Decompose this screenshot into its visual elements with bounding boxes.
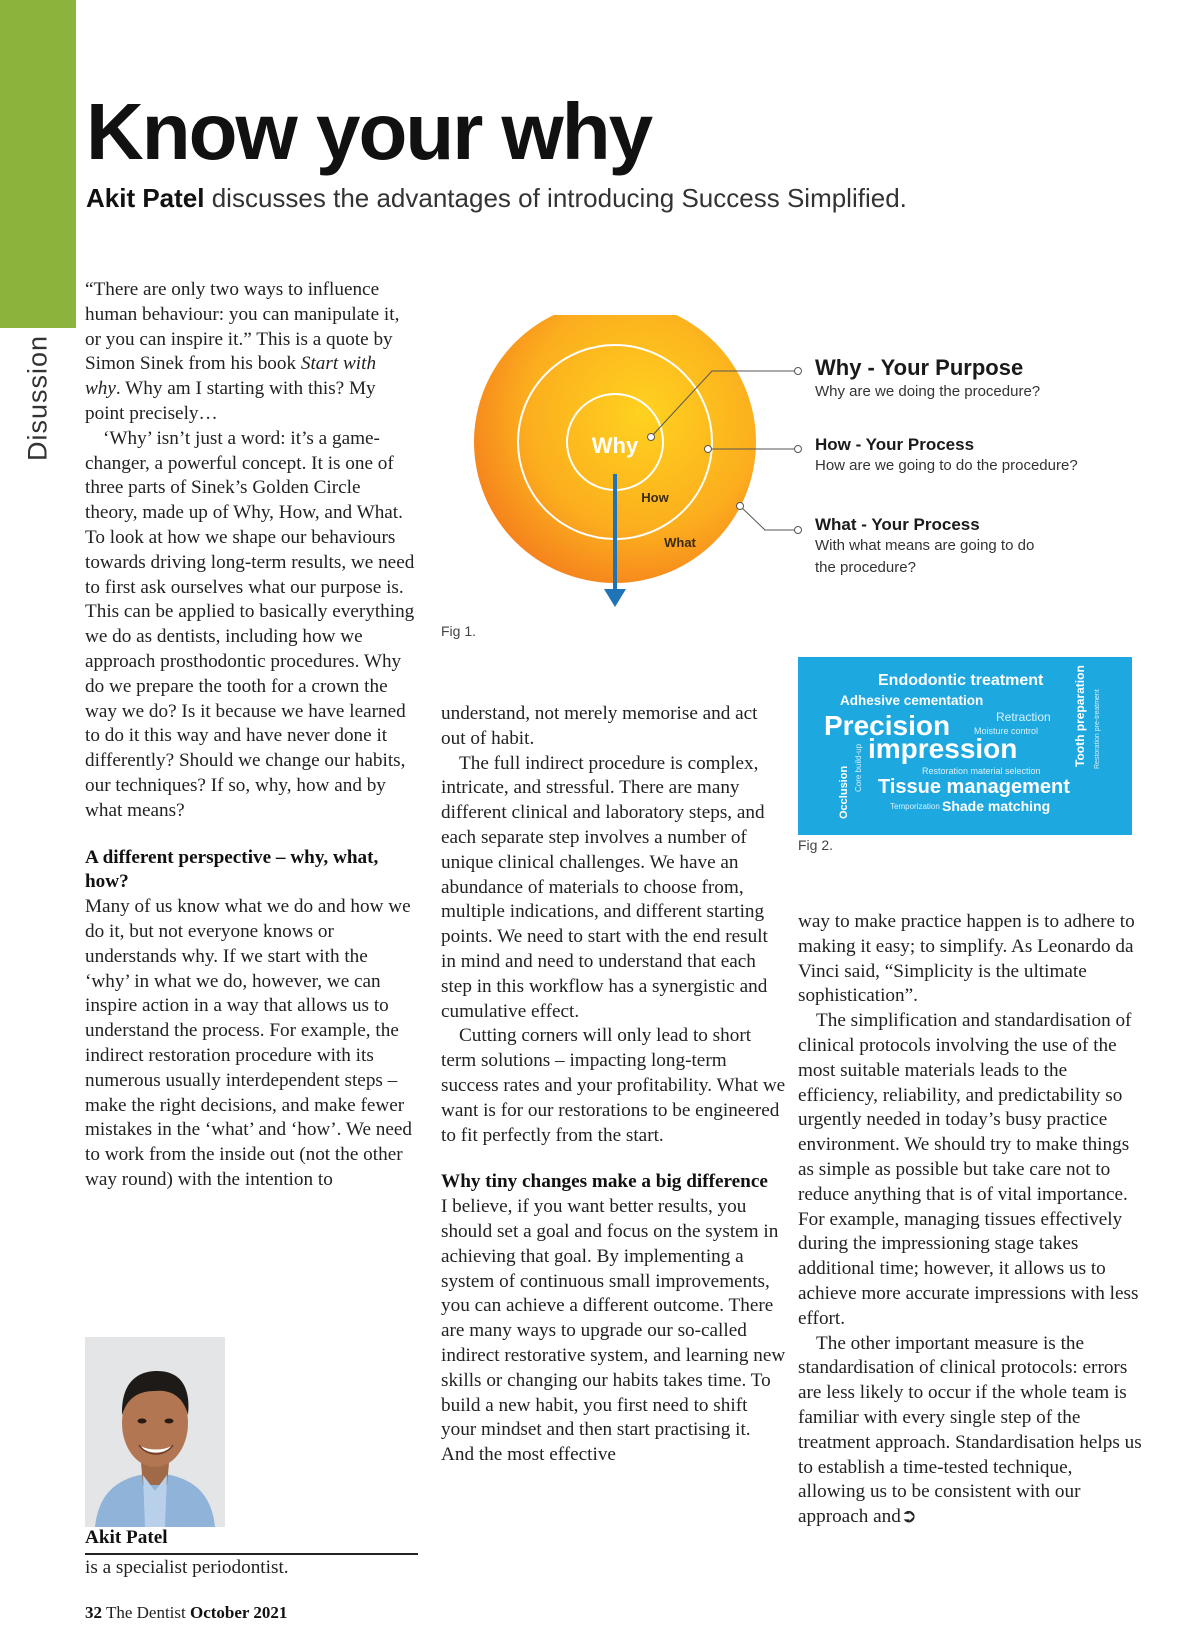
- article-column-2: [441, 702, 786, 1468]
- author-photo: [85, 1337, 225, 1527]
- word: Precision: [824, 710, 951, 741]
- word: impression: [868, 733, 1018, 764]
- continue-arrow-icon: ➲: [900, 1506, 917, 1528]
- figure-word-cloud: [798, 657, 1132, 835]
- how-label: How: [641, 490, 669, 505]
- paragraph: “There are only two ways to influence human behaviour: you can manipulate it, or you can inspire it.” This is a quote by Simon Sinek from his book Start with why. Why am I starting with this? My point precisely…: [85, 279, 400, 424]
- word: Moisture control: [974, 726, 1039, 736]
- legend-why: Why - Your Purpose Why are we doing the procedure?: [815, 355, 1041, 400]
- why-label: Why: [591, 433, 639, 458]
- paragraph: understand, not merely memorise and act out of habit.: [441, 703, 758, 749]
- paragraph: The other important measure is the standardisation of clinical protocols: errors are less likely to occur if the whole team is familiar with every single step of the treatment approach. Standardisation helps us to establish a time-tested technique, allowing us to be consistent with our approach and➲: [798, 1332, 1142, 1528]
- word: Adhesive cementation: [840, 693, 984, 708]
- section-color-bar: [0, 0, 76, 328]
- page-footer: [85, 1603, 287, 1623]
- standfirst-text: discusses the advantages of introducing Success Simplified.: [204, 183, 907, 213]
- article-column-3: [798, 910, 1143, 1530]
- legend-what: What - Your Process With what means are going to do the procedure?: [815, 515, 1035, 576]
- paragraph: Many of us know what we do and how we do it, but not everyone knows or understands why. If we start with the ‘why’ in what we do, however, we can inspire action in a way that allows us to understand the process. For example, the indirect restoration procedure with its numerous usually interdependent steps – make the right decisions, and make fewer mistakes in the ‘what’ and ‘how’. We need to work from the inside out (not the other way round) with the intention to: [85, 896, 413, 1190]
- word: Core build-up: [854, 743, 863, 792]
- magazine-name: The Dentist: [102, 1603, 190, 1622]
- paragraph: ‘Why’ isn’t just a word: it’s a game-changer, a powerful concept. It is one of three parts of Sinek’s Golden Circle theory, made up of Why, How, and What. To look at how we shape our behaviours towards driving long-term results, we need to first ask ourselves what our purpose is. This can be applied to basically everything we do as dentists, including how we approach prosthodontic procedures. Why do we prepare the tooth for a crown the way we do? Is it because we have learned to do it this way and have never done it differently? Should we change our habits, our techniques? If so, why, how and by what means?: [85, 427, 415, 821]
- standfirst: [86, 183, 907, 214]
- book-title: Start with why: [85, 353, 377, 400]
- section-label: Disussion: [22, 334, 53, 462]
- paragraph: way to make practice happen is to adhere to making it easy; to simplify. As Leonardo da Vinci said, “Simplicity is the ultimate sophistication”.: [798, 911, 1135, 1007]
- word: Restoration pre-treatment: [1094, 689, 1101, 769]
- leader-line-what: [740, 506, 795, 530]
- paragraph: Cutting corners will only lead to short term solutions – impacting long-term success rates and your profitability. What we want is for our restorations to be engineered to fit perfectly from the start.: [441, 1025, 786, 1146]
- legend-how: How - Your Process How are we going to do the procedure?: [815, 435, 1078, 474]
- paragraph: The simplification and standardisation of clinical protocols involving the use of the most suitable materials leads to the efficiency, reliability, and predictability so urgently needed in today’s busy practice environment. We should try to make things as simple as possible but take care not to reduce anything that is of vital importance. For example, managing tissues effectively during the impressioning stage takes additional time; however, it allows us to achieve more accurate impressions with less effort.: [798, 1010, 1139, 1329]
- author-bio: is a specialist periodontist.: [85, 1557, 289, 1578]
- paragraph: I believe, if you want better results, you should set a goal and focus on the system in achieving that goal. By implementing a system of continuous small improvements, you can achieve a different outcome. There are many ways to upgrade our so-called indirect restorative system, and learning new skills or changing our habits takes time. To build a new habit, you first need to shift your mindset and then start practising it. And the most effective: [441, 1196, 786, 1466]
- standfirst-author: Akit Patel: [86, 183, 205, 213]
- page-number: 32: [85, 1603, 102, 1622]
- arrow-down-icon: [604, 589, 626, 607]
- word: Endodontic treatment: [878, 672, 1044, 689]
- article-column-1: [85, 278, 415, 1193]
- fig1-caption: Fig 1.: [441, 623, 477, 639]
- word: Retraction: [996, 710, 1051, 724]
- word: Temporization: [890, 802, 940, 811]
- fig2-caption: Fig 2.: [798, 837, 834, 853]
- author-portrait-image: [85, 1337, 225, 1527]
- word: Occlusion: [838, 765, 850, 819]
- subheading: A different perspective – why, what, how?: [85, 846, 379, 893]
- author-name: Akit Patel: [85, 1527, 168, 1548]
- paragraph: The full indirect procedure is complex, intricate, and stressful. There are many different clinical and laboratory steps, and each separate step involves a number of unique clinical challenges. We have an abundance of materials to choose from, multiple indications, and different starting points. We need to start with the end result in mind and need to understand that each step in this workflow has a synergistic and cumulative effect.: [441, 752, 768, 1022]
- word: Shade matching: [942, 798, 1051, 814]
- issue-date: October 2021: [189, 1603, 288, 1622]
- word: Tooth preparation: [1073, 665, 1087, 767]
- what-label: What: [664, 535, 696, 550]
- word: Tissue management: [878, 776, 1070, 798]
- subheading: Why tiny changes make a big difference: [441, 1171, 768, 1193]
- article-title: Know your why: [86, 87, 652, 176]
- author-divider: [85, 1553, 418, 1555]
- figure-golden-circle: [470, 315, 1130, 625]
- word: Restoration material selection: [922, 766, 1041, 776]
